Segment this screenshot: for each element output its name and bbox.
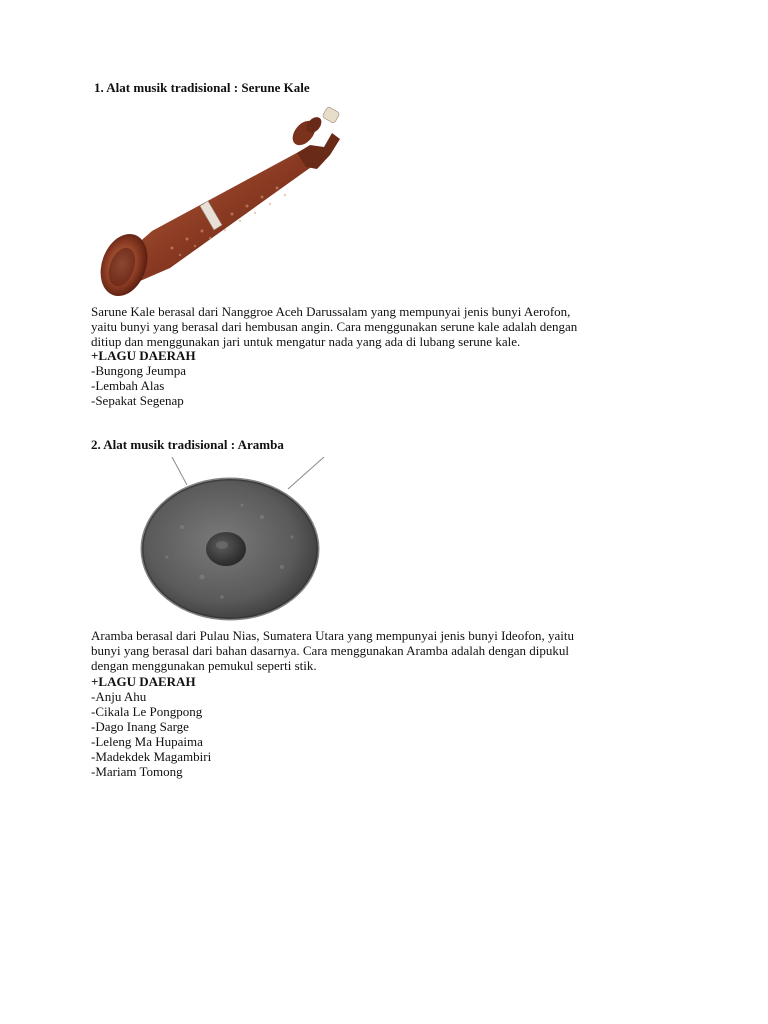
description-line: bunyi yang berasal dari bahan dasarnya. Cara menggunakan Aramba adalah dengan dipukul (91, 643, 569, 658)
aramba-illustration (92, 457, 364, 623)
serune-kale-illustration (92, 103, 370, 303)
aramba-image (92, 457, 364, 623)
hanging-string-left (172, 457, 187, 485)
description-line: ditiup dan menggunakan jari untuk mengatur nada yang ada di lubang serune kale. (91, 334, 521, 349)
song-item: -Anju Ahu (91, 689, 147, 704)
song-item: -Cikala Le Pongpong (91, 704, 203, 719)
song-item: -Madekdek Magambiri (91, 749, 212, 764)
section-1-song-list (91, 348, 196, 408)
hanging-string-right (288, 457, 324, 489)
description-line: Sarune Kale berasal dari Nanggroe Aceh Darussalam yang mempunyai jenis bunyi Aerofon, (91, 304, 571, 319)
description-line: dengan menggunakan pemukul seperti stik. (91, 658, 317, 673)
section-2-song-list (91, 674, 211, 779)
gong-center-boss (206, 532, 246, 566)
songs-heading: +LAGU DAERAH (91, 348, 196, 363)
section-2-title: 2. Alat musik tradisional : Aramba (91, 437, 284, 452)
song-item: -Bungong Jeumpa (91, 363, 186, 378)
section-1-description (91, 304, 691, 349)
song-item: -Leleng Ma Hupaima (91, 734, 203, 749)
songs-heading: +LAGU DAERAH (91, 674, 196, 689)
song-item: -Lembah Alas (91, 378, 165, 393)
tube-body (127, 149, 314, 281)
song-item: -Mariam Tomong (91, 764, 183, 779)
description-line: Aramba berasal dari Pulau Nias, Sumatera Utara yang mempunyai jenis bunyi Ideofon, yaitu (91, 628, 575, 643)
reed-mouthpiece (322, 106, 340, 123)
boss-highlight (216, 541, 228, 549)
serune-kale-image (92, 103, 370, 303)
section-2-description (91, 628, 691, 673)
section-1-title: 1. Alat musik tradisional : Serune Kale (94, 80, 310, 95)
description-line: yaitu bunyi yang berasal dari hembusan angin. Cara menggunakan serune kale adalah dengan (91, 319, 578, 334)
song-item: -Dago Inang Sarge (91, 719, 189, 734)
song-item: -Sepakat Segenap (91, 393, 184, 408)
